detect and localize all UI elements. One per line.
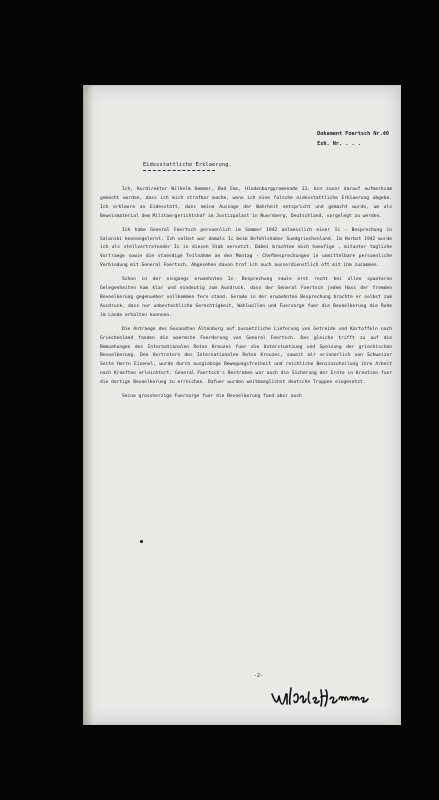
title-underline <box>143 170 215 171</box>
document-header <box>317 129 389 149</box>
paragraph: Die Antraege des Gesandten Altenburg auf zusaetzliche Lieferung von Getreide und Kartoffeln nach Griechenland fanden die waermste Foerderung von General Foertsch. Das gleiche trifft zu auf die Bemuehungen des Internationalen Roten Kreuzes fuer die Unterstuetzung und Speisung der griechischen Bevoelkerung. Den Vertretern des Internationalen Roten Kreuzes, soweit mir erinnerlich von Schweizer Seite Herrn Eisenel, wurde durch ausgiebige Bewegungsfreiheit und reichliche Benzinzuteilung ihre Arbeit nach Kraeften erleichtert. General Foertsch's Bestreben war auch die Sicherung der Ernte in Kreatien fuer die dortige Bevoelkerung zu erreichen. Dafuer wurden weitmoeglichst deutsche Truppen eingesetzt. <box>100 326 392 386</box>
document-page <box>83 85 401 725</box>
exhibit-number: Exh. Nr. . . . <box>317 141 361 147</box>
paragraph: Ich, Kurdirektor Wilhelm Hammer, Bad Ems, Hindenburgpromenade 13, bin zuvor darauf aufmerksam gemacht worden, dass ich mich strafbar mache, wenn ich eine falsche eidesstattliche Erklaerung abgebe. Ich erklaere an Eidesstatt, dass meine Aussage der Wahrheit entspricht und gemacht wurde, um als Beweismaterial dem Militaergerichtshof im Justizpalast in Nuernberg, Deutschland, vorgelegt zu werden. <box>100 187 392 219</box>
film-speck <box>140 540 143 543</box>
paragraph: Ich habe General Foertsch persoenlich im Sommer 1942 anlaesslich einer Ic - Besprechung in Saloniki kennengelernt. Ich selbst war damals Ic beim Befehlshaber Suedgriechenland. Im Herbst 1942 wurde ich als stellvertretender Ic in diesen Stab versetzt. Dabei brachten mich haeufige , mitunter tagliche Vortraege sowie die staendige Teilnahme an den Montag - Chefbesprechungen in unmittelbare persoenliche Verbindung mit General Foertsch. Abgesehen davon traf ich auch ausserdienstlich oft mit ihm zusammen. <box>100 227 392 269</box>
document-body <box>100 186 392 407</box>
page-number: -2- <box>254 673 264 679</box>
handwritten-signature <box>269 682 373 712</box>
document-title: Eidesstattliche Erklaerung. <box>143 162 232 168</box>
paragraph: Seine grossherzige Fuersorge fuer die Bevoelkerung fand aber auch <box>122 394 302 400</box>
paragraph: Schon in der eingangs erwaehnten Ic- Besprechung sowie erst recht bei allen spaeteren Gelegenheiten kam klar und eindeutig zum Ausdruck, dass der General Foertsch jedem Hass der fremden Bevoelkerung gegenueber vollkommen fern stand. Gerade in der erwaehnten Besprechung brachte er selbst zum Ausdruck, dass nur unbestechliche Gerechtigkeit, Wohlwollen und Fuersorge fuer die Bevoelkerung die Ruhe im Lande erhalten koennen. <box>100 277 392 318</box>
document-number: Dokument Foertsch Nr.40 <box>317 131 389 137</box>
